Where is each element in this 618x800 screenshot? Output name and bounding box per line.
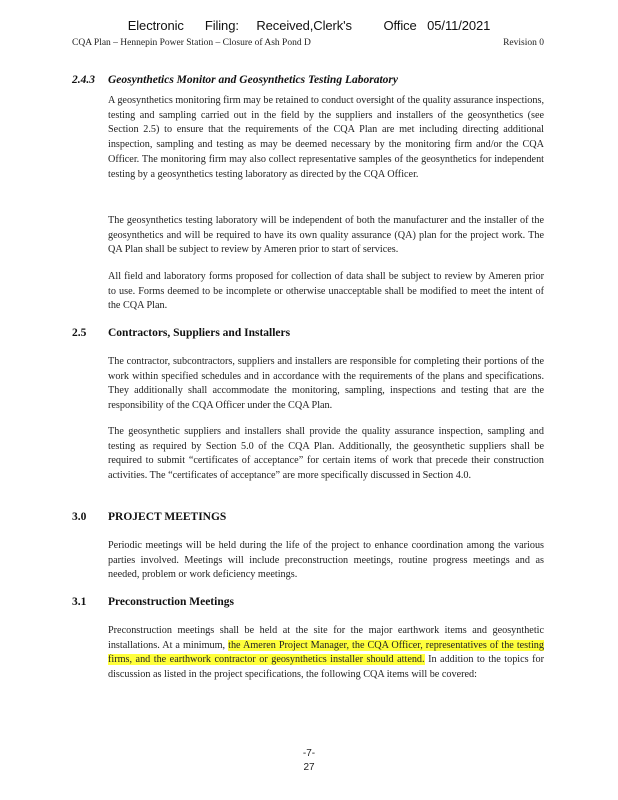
highlighted-text: the Ameren Project Manager, the CQA Officer, representatives of the testing firms, and the earthwork contractor or geosynthetics installer should attend. (108, 639, 544, 666)
paragraph: The contractor, subcontractors, suppliers and installers are responsible for completing their portions of the work within specified schedules and in accordance with the requirements of the plans and specifications. They additionally shall accommodate the monitoring, sampling, inspections and testing that are the responsibility of the CQA Officer under the CQA Plan. (108, 356, 544, 412)
paragraph-text-after: In addition to the topics for discussion as listed in the project specifications, the following CQA items will be covered: (108, 654, 544, 681)
paragraph: A geosynthetics monitoring firm may be retained to conduct oversight of the quality assurance inspections, testing and sampling carried out in the field by the suppliers and installers of the geosynthetics (see Section 2.5) to ensure that the requirements of the CQA Plan are met including directing additional inspection, sampling and testing as may be deemed necessary by the monitoring firm and/or the CQA Officer. The monitoring firm may also collect representative samples of the geosynthetics for independent testing by a geosynthetics testing laboratory as directed by the CQA Officer. (108, 95, 544, 180)
section-number: 2.4.3 (72, 74, 95, 86)
section-title: Contractors, Suppliers and Installers (108, 327, 291, 339)
paragraph-text-before: Preconstruction meetings shall be held at the site for the major earthwork items and geosynthetic installations. At a minimum, (108, 625, 544, 651)
document-page-number: 27 (303, 762, 315, 773)
paragraph: Periodic meetings will be held during the life of the project to enhance coordination among the various parties involved. Meetings will include preconstruction meetings, routine progress meetings and as needed, problem or work deficiency meetings. (108, 540, 544, 581)
section-number: 3.1 (72, 596, 87, 608)
paragraph: The geosynthetic suppliers and installers shall provide the quality assurance inspection, sampling and testing as required by Section 5.0 of the CQA Plan. Additionally, the geosynthetic suppliers shall be required to submit “certificates of acceptance” for certain items of work that precede their construction activities. The “certificates of acceptance” are more specifically discussed in Section 4.0. (108, 426, 544, 482)
header-title: CQA Plan – Hennepin Power Station – Closure of Ash Pond D (72, 38, 311, 48)
section-title: PROJECT MEETINGS (108, 511, 227, 523)
paragraph: All field and laboratory forms proposed for collection of data shall be subject to review by Ameren prior to use. Forms deemed to be incomplete or otherwise unacceptable shall be modified to meet the intent of the CQA Plan. (108, 271, 544, 312)
paragraph: The geosynthetics testing laboratory will be independent of both the manufacturer and the installer of the geosynthetics and will be required to have its own quality assurance (QA) plan for the project work. The QA Plan shall be subject to review by Ameren prior to start of services. (108, 215, 544, 256)
page-number: -7- (302, 748, 316, 759)
section-number: 3.0 (72, 511, 87, 523)
header-revision: Revision 0 (503, 38, 544, 48)
section-number: 2.5 (72, 327, 87, 339)
filing-stamp: Electronic Filing: Received,Clerk's Office 05/11/2021 (127, 18, 491, 33)
section-title: Geosynthetics Monitor and Geosynthetics Testing Laboratory (108, 74, 398, 86)
section-title: Preconstruction Meetings (108, 596, 234, 608)
paragraph-with-highlight (108, 624, 544, 683)
